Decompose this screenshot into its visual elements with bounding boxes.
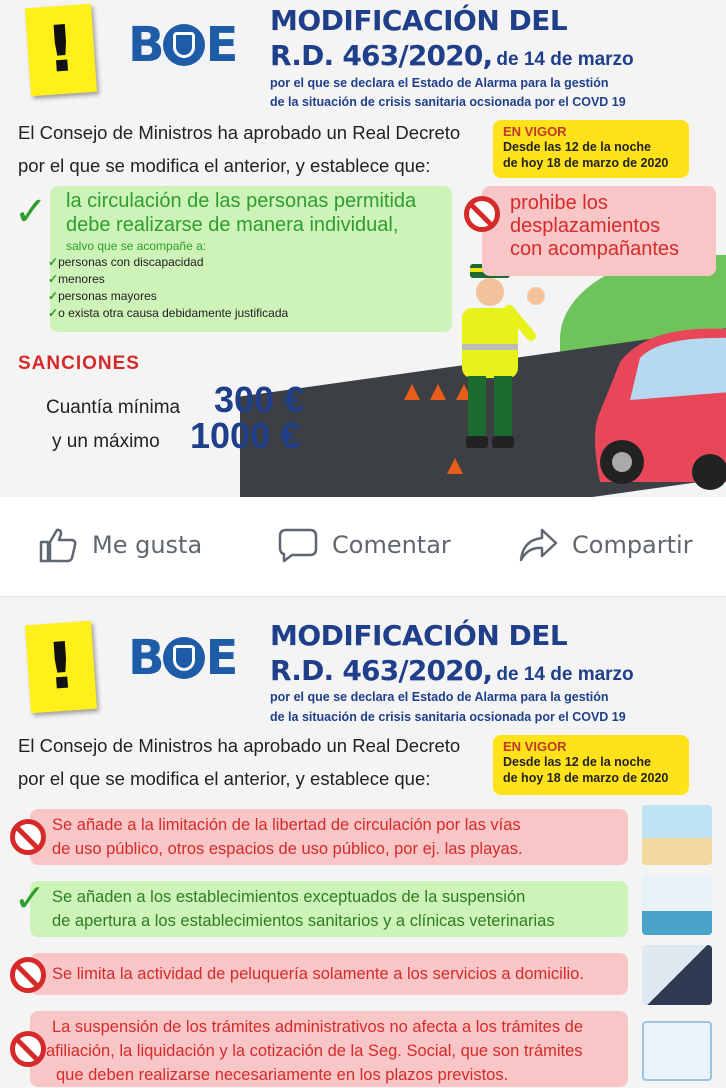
prohibited-icon (10, 957, 46, 993)
prohibited-icon (10, 1031, 46, 1067)
comment-button[interactable]: Comentar (278, 525, 451, 565)
sanciones-title: SANCIONES (18, 353, 140, 374)
max-value: 1000 € (190, 415, 301, 456)
exceptions-list (48, 254, 288, 322)
beach-city-thumbnail (642, 805, 712, 865)
intro-line-2: por el que se modifica el anterior, y establece que: (18, 768, 431, 789)
subtitle-line-1: por el que se declara el Estado de Alarma para la gestión (270, 76, 609, 90)
exclamation-icon: ! (43, 12, 79, 88)
max-label: y un máximo (52, 431, 160, 452)
check-icon: ✓ (14, 876, 46, 920)
coat-of-arms-icon (163, 24, 205, 66)
comment-bubble-icon (278, 527, 318, 563)
share-arrow-icon (518, 527, 558, 563)
intro-line-2: por el que se modifica el anterior, y establece que: (18, 155, 431, 176)
red-car-illustration (590, 322, 726, 492)
list-item: ✓menores (48, 272, 105, 286)
title-line-1: MODIFICACIÓN DEL (270, 4, 568, 37)
prohibited-icon (10, 819, 46, 855)
post-action-bar (0, 497, 726, 597)
warning-sticky-note (25, 621, 97, 713)
subtitle-line-2: de la situación de crisis sanitaria ocsionada por el COVD 19 (270, 95, 626, 109)
intro-line-1: El Consejo de Ministros ha aprobado un Real Decreto (18, 735, 461, 756)
title-line-1: MODIFICACIÓN DEL (270, 619, 568, 652)
exclamation-icon: ! (43, 629, 79, 705)
traffic-cone-icon (404, 384, 420, 400)
list-item: ✓personas con discapacidad (48, 255, 204, 269)
en-vigor-badge: EN VIGOR Desde las 12 de la noche de hoy 18 de marzo de 2020 (493, 735, 689, 795)
post-image-1[interactable]: ! B E MODIFICACIÓN DEL R.D. 463/2020, de 14 de marzo por el que se declara el Estado de Alarma para la gestión de la situación de crisis sanitaria ocsionada por el COVD 19 El Consejo de Ministros ha aprobado un Real Decreto por el que se modifica el anterior, y establece que: EN VIGOR Desde las 12 de la noche de hoy 18 de marzo de 2020 ✓ la circulación de las personas permitida debe realizarse de manera individual, salvo que se acompañe a: ✓personas con discapacidad ✓menores ✓personas mayores ✓o exista otra causa debidamente justificada prohibe los desplazamientos con acompañantes SANCIONES Cuantía mínima 300 € y un máximo 1000 € (0, 0, 726, 497)
thumbs-up-icon (38, 527, 78, 563)
title-line-2: R.D. 463/2020, de 14 de marzo (270, 654, 634, 687)
min-label: Cuantía mínima (46, 397, 181, 418)
en-vigor-badge: EN VIGOR Desde las 12 de la noche de hoy 18 de marzo de 2020 (493, 120, 689, 178)
hairdresser-thumbnail (642, 945, 712, 1005)
title-line-2: R.D. 463/2020, de 14 de marzo (270, 39, 634, 72)
check-icon: ✓ (14, 189, 48, 235)
list-item: ✓personas mayores (48, 289, 157, 303)
traffic-cone-icon (430, 384, 446, 400)
intro-line-1: El Consejo de Ministros ha aprobado un Real Decreto (18, 122, 461, 143)
clipboard-thumbnail (642, 1021, 712, 1081)
prohibited-icon (464, 196, 500, 232)
list-item: ✓o exista otra causa debidamente justificada (48, 306, 289, 320)
boe-logo: B E (128, 630, 236, 686)
subtitle-line-2: de la situación de crisis sanitaria ocsionada por el COVD 19 (270, 710, 626, 724)
min-value: 300 € (214, 379, 305, 420)
like-button[interactable]: Me gusta (38, 525, 202, 565)
police-officer-illustration (448, 262, 548, 452)
subtitle-line-1: por el que se declara el Estado de Alarma para la gestión (270, 690, 609, 704)
warning-sticky-note (25, 4, 97, 96)
boe-logo: B E (128, 17, 236, 73)
traffic-cone-icon (447, 458, 463, 474)
coat-of-arms-icon (163, 637, 205, 679)
share-button[interactable]: Compartir (518, 525, 693, 565)
post-image-2[interactable]: ! B E MODIFICACIÓN DEL R.D. 463/2020, de 14 de marzo por el que se declara el Estado de Alarma para la gestión de la situación de crisis sanitaria ocsionada por el COVD 19 El Consejo de Ministros ha aprobado un Real Decreto por el que se modifica el anterior, y establece que: EN VIGOR Desde las 12 de la noche de hoy 18 de marzo de 2020 Se añade a la limitación de la libertad de circulación por las vías de uso público, otros espacios de uso público, por ej. las playas. ✓ Se añaden a los establecimientos exceptuados de la suspensión de apertura a los establecimientos sanitarios y a clínicas veterinarias Se limita la actividad de peluquería solamente a los servicios a domicilio. La suspensión de los trámites administrativos no afecta a los trámites de afiliación, la liquidación y la cotización de la Seg. Social, que son trámites que deben realizarse necesariamente en los plazos previstos. (0, 597, 726, 1088)
veterinary-clinic-thumbnail (642, 875, 712, 935)
